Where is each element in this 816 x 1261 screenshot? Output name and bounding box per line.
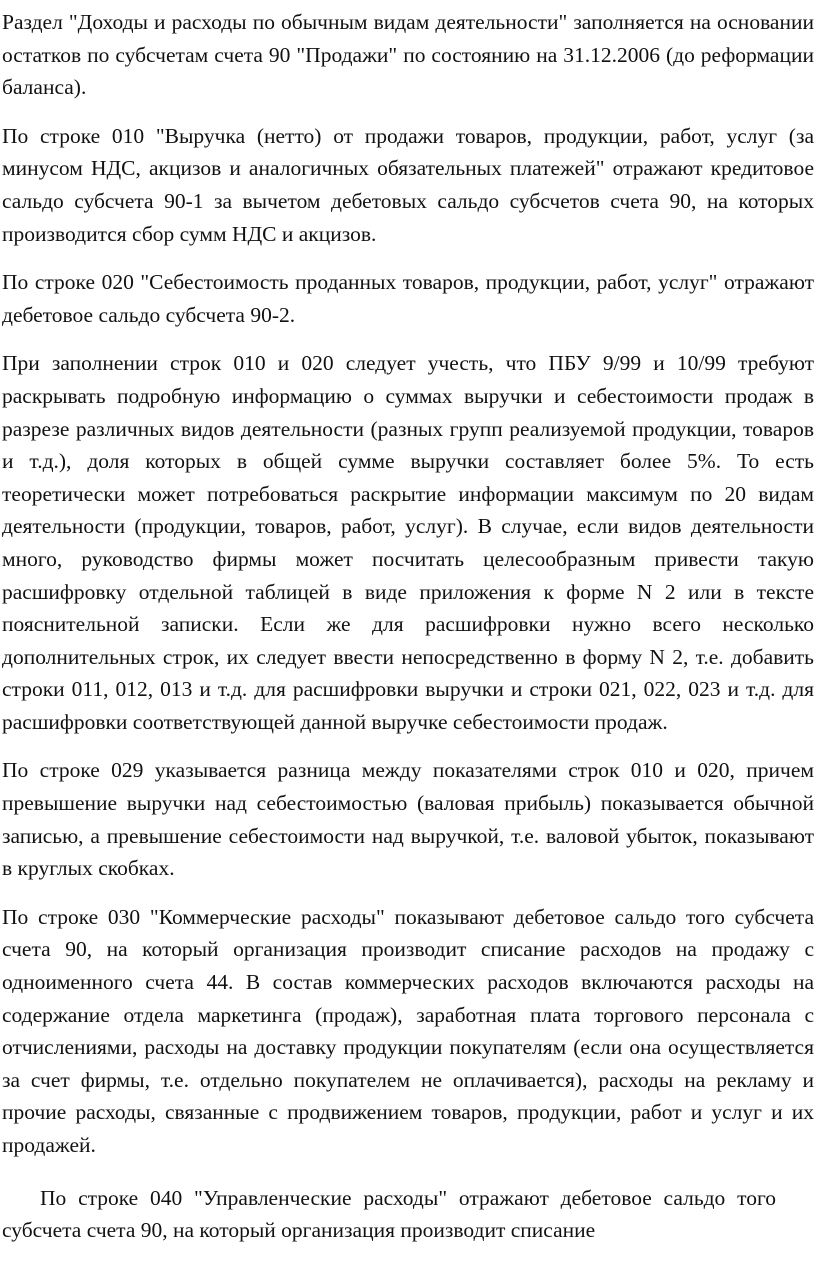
paragraph-line-040: По строке 040 "Управленческие расходы" отражают дебетовое сальдо того субсчета счета 90, на который организация производит списание [2, 1185, 776, 1243]
paragraph-line-029: По строке 029 указывается разница между показателями строк 010 и 020, причем превышение выручки над себестоимостью (валовая прибыль) показывается обычной записью, а превышение себестоимости над выручкой, т.е. валовой убыток, показывают в круглых скобках. [2, 758, 814, 881]
paragraph-line-010: По строке 010 "Выручка (нетто) от продажи товаров, продукции, работ, услуг (за минусом НДС, акцизов и аналогичных обязательных платежей" отражают кредитовое сальдо субсчета 90-1 за вычетом дебетовых сальдо субсчетов счета 90, на которых производится сбор сумм НДС и акцизов. [2, 123, 814, 246]
paragraph-line-020: По строке 020 "Себестоимость проданных товаров, продукции, работ, услуг" отражают дебетовое сальдо субсчета 90-2. [2, 270, 814, 327]
paragraph-lines-010-020-disclosure: При заполнении строк 010 и 020 следует учесть, что ПБУ 9/99 и 10/99 требуют раскрывать подробную информацию о суммах выручки и себестоимости продаж в разрезе различных видов деятельности (разных групп реализуемой продукции, товаров и т.д.), доля которых в общей сумме выручки составляет более 5%. То есть теоретически может потребоваться раскрытие информации максимум по 20 видам деятельности (продукции, товаров, работ, услуг). В случае, если видов деятельности много, руководство фирмы может посчитать целесообразным привести такую расшифровку отдельной таблицей в виде приложения к форме N 2 или в тексте пояснительной записки. Если же для расшифровки нужно всего несколько дополнительных строк, их следует ввести непосредственно в форму N 2, т.е. добавить строки 011, 012, 013 и т.д. для расшифровки выручки и строки 021, 022, 023 и т.д. для расшифровки соответствующей данной выручке себестоимости продаж. [2, 351, 814, 734]
paragraph-section-intro: Раздел "Доходы и расходы по обычным видам деятельности" заполняется на основании остатков по субсчетам счета 90 "Продажи" по состоянию на 31.12.2006 (до реформации баланса). [2, 10, 814, 100]
paragraph-line-030: По строке 030 "Коммерческие расходы" показывают дебетовое сальдо того субсчета счета 90, на который организация производит списание расходов на продажу с одноименного счета 44. В состав коммерческих расходов включаются расходы на содержание отдела маркетинга (продаж), заработная плата торгового персонала с отчислениями, расходы на доставку продукции покупателям (если она осуществляется за счет фирмы, т.е. отдельно покупателем не оплачивается), расходы на рекламу и прочие расходы, связанные с продвижением товаров, продукции, работ и услуг и их продажей. [2, 904, 814, 1157]
